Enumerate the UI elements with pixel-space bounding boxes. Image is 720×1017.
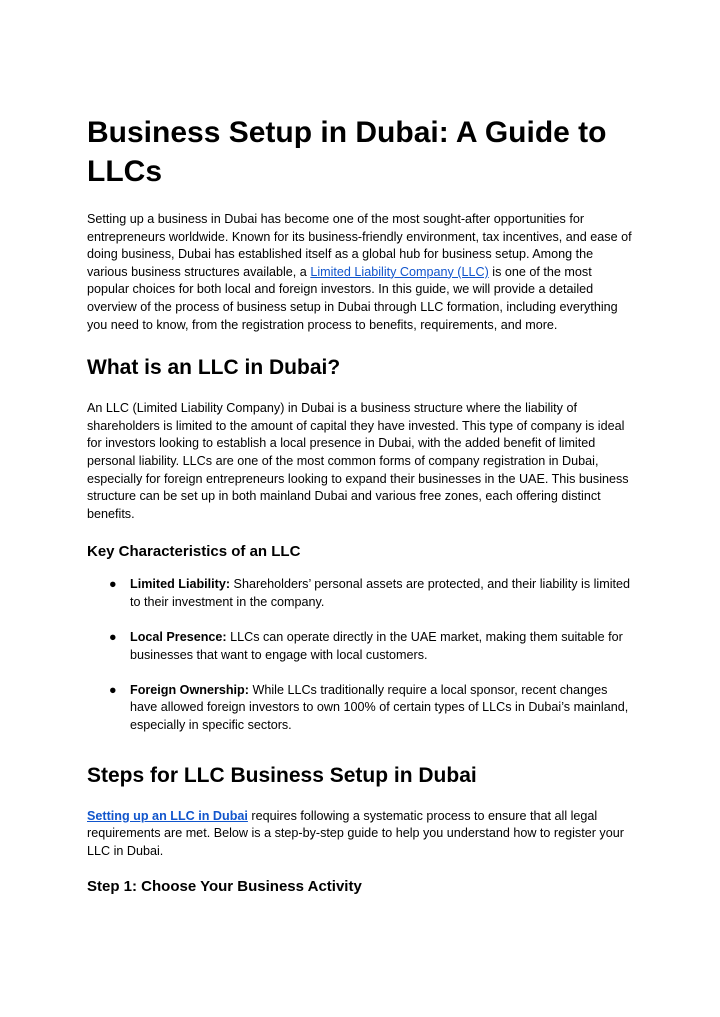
- list-item-label: Local Presence:: [130, 630, 227, 645]
- list-item: [87, 682, 635, 735]
- list-item-label: Limited Liability:: [130, 577, 231, 592]
- intro-paragraph: [87, 211, 635, 334]
- list-item-label: Foreign Ownership:: [130, 682, 249, 697]
- list-item: [87, 576, 635, 611]
- key-characteristics-heading: Key Characteristics of an LLC: [87, 543, 301, 561]
- llc-link[interactable]: Limited Liability Company (LLC): [310, 264, 489, 279]
- intro-text-after-link: is one of the most popular choices for both local and foreign investors. In this guide, we will provide a detailed overview of the process of business setup in Dubai through LLC formation, including everything you need to know, from the registration process to benefits, requirements, and more.: [87, 264, 618, 332]
- key-characteristics-list: [87, 576, 635, 734]
- what-is-llc-paragraph: An LLC (Limited Liability Company) in Dubai is a business structure where the liability of shareholders is limited to the amount of capital they have invested. This type of company is ideal for investors looking to establish a local presence in Dubai, with the added benefit of limited personal liability. LLCs are one of the most common forms of company registration in Dubai, especially for foreign entrepreneurs looking to expand their businesses in the UAE. This business structure can be set up in both mainland Dubai and various free zones, each offering distinct benefits.: [87, 401, 629, 521]
- list-item-text: While LLCs traditionally require a local sponsor, recent changes have allowed foreign investors to own 100% of certain types of LLCs in Dubai’s mainland, especially in specific sectors.: [130, 682, 629, 733]
- steps-intro-text: requires following a systematic process to ensure that all legal requirements are met. Below is a step-by-step guide to help you understand how to register your LLC in Dubai.: [87, 808, 624, 858]
- list-item: [87, 629, 635, 664]
- list-item-text: LLCs can operate directly in the UAE market, making them suitable for businesses that want to engage with local customers.: [130, 630, 623, 662]
- setting-up-llc-link[interactable]: Setting up an LLC in Dubai: [87, 808, 248, 823]
- step-1-heading: Step 1: Choose Your Business Activity: [87, 878, 362, 896]
- what-is-llc-heading: What is an LLC in Dubai?: [87, 356, 341, 380]
- bullet-icon: ●: [109, 682, 117, 697]
- steps-intro-paragraph: [87, 808, 635, 861]
- document-title: Business Setup in Dubai: A Guide to LLCs: [87, 116, 607, 188]
- bullet-icon: ●: [109, 577, 117, 592]
- list-item-text: Shareholders’ personal assets are protected, and their liability is limited to their investment in the company.: [130, 577, 630, 609]
- bullet-icon: ●: [109, 630, 117, 645]
- intro-text-before-link: Setting up a business in Dubai has become one of the most sought-after opportunities for entrepreneurs worldwide. Known for its business-friendly environment, tax incentives, and ease of doing business, Dubai has established itself as a global hub for business setup. Among the various business structures available, a: [87, 212, 632, 279]
- steps-heading: Steps for LLC Business Setup in Dubai: [87, 763, 477, 787]
- document-page: [87, 113, 635, 897]
